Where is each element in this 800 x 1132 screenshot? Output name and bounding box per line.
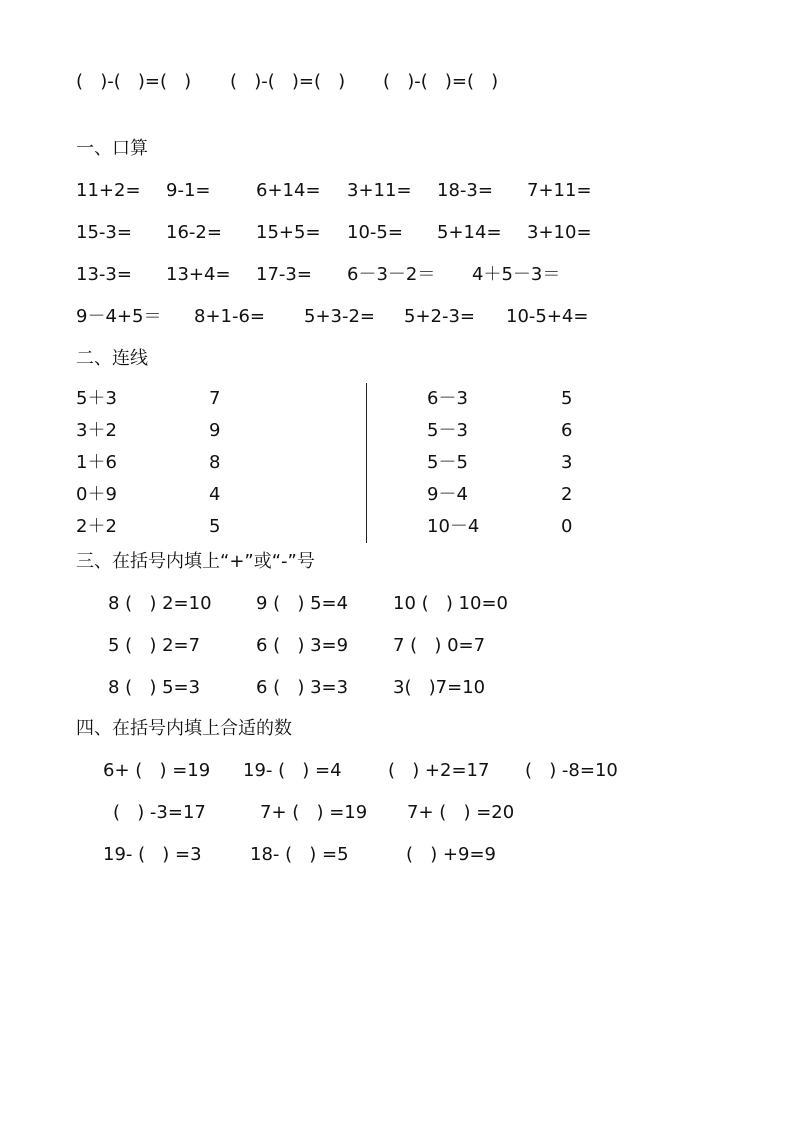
fill-sign-item: 6 ( ) 3=9 [256,635,349,656]
match-right-expr: 6－3 [427,388,468,409]
match-left-num: 7 [209,388,221,409]
match-left-num: 5 [209,516,221,537]
calc-item: 6－3－2＝ [347,264,436,285]
match-left-expr: 2＋2 [76,516,117,537]
match-right-num: 3 [561,452,573,473]
fill-sign-item: 7 ( ) 0=7 [393,635,486,656]
match-right-num: 6 [561,420,573,441]
match-right-num: 0 [561,516,573,537]
fill-number-item: 18- ( ) =5 [250,844,349,865]
top-equation-2: ( )-( )=( ) [230,71,346,92]
match-left-num: 8 [209,452,221,473]
fill-number-item: ( ) -3=17 [113,802,206,823]
calc-item: 5+2-3= [404,306,476,327]
section1-title: 一、口算 [76,138,148,159]
calc-item: 15-3= [76,222,132,243]
calc-item: 9-1= [166,180,211,201]
calc-item: 17-3= [256,264,312,285]
calc-item: 4＋5－3＝ [472,264,561,285]
fill-number-item: 7+ ( ) =19 [260,802,368,823]
calc-item: 13+4= [166,264,231,285]
calc-item: 5+14= [437,222,502,243]
section2-title: 二、连线 [76,348,148,369]
match-right-expr: 9－4 [427,484,468,505]
fill-number-item: 19- ( ) =3 [103,844,202,865]
fill-sign-item: 8 ( ) 5=3 [108,677,201,698]
calc-item: 3+10= [527,222,592,243]
fill-number-item: ( ) +9=9 [406,844,496,865]
fill-sign-item: 8 ( ) 2=10 [108,593,212,614]
match-right-expr: 10－4 [427,516,480,537]
fill-sign-item: 10 ( ) 10=0 [393,593,508,614]
match-right-num: 2 [561,484,573,505]
match-left-expr: 0＋9 [76,484,117,505]
fill-number-item: 7+ ( ) =20 [407,802,515,823]
calc-item: 3+11= [347,180,412,201]
calc-item: 8+1-6= [194,306,266,327]
calc-item: 11+2= [76,180,141,201]
divider-line [366,383,367,543]
fill-sign-item: 6 ( ) 3=3 [256,677,349,698]
calc-item: 18-3= [437,180,493,201]
match-left-expr: 3＋2 [76,420,117,441]
fill-number-item: 6+ ( ) =19 [103,760,211,781]
match-right-num: 5 [561,388,573,409]
calc-item: 6+14= [256,180,321,201]
match-left-num: 9 [209,420,221,441]
section3-title: 三、在括号内填上“+”或“-”号 [76,551,315,572]
top-equation-1: ( )-( )=( ) [76,71,192,92]
section4-title: 四、在括号内填上合适的数 [76,718,292,739]
calc-item: 7+11= [527,180,592,201]
calc-item: 10-5= [347,222,403,243]
calc-item: 16-2= [166,222,222,243]
calc-item: 5+3-2= [304,306,376,327]
fill-number-item: ( ) +2=17 [388,760,490,781]
calc-item: 9－4+5＝ [76,306,162,327]
calc-item: 13-3= [76,264,132,285]
match-right-expr: 5－3 [427,420,468,441]
fill-number-item: 19- ( ) =4 [243,760,342,781]
fill-number-item: ( ) -8=10 [525,760,618,781]
match-left-expr: 1＋6 [76,452,117,473]
fill-sign-item: 9 ( ) 5=4 [256,593,349,614]
match-right-expr: 5－5 [427,452,468,473]
fill-sign-item: 3( )7=10 [393,677,486,698]
fill-sign-item: 5 ( ) 2=7 [108,635,201,656]
calc-item: 10-5+4= [506,306,589,327]
match-left-expr: 5＋3 [76,388,117,409]
match-left-num: 4 [209,484,221,505]
top-equation-3: ( )-( )=( ) [383,71,499,92]
calc-item: 15+5= [256,222,321,243]
